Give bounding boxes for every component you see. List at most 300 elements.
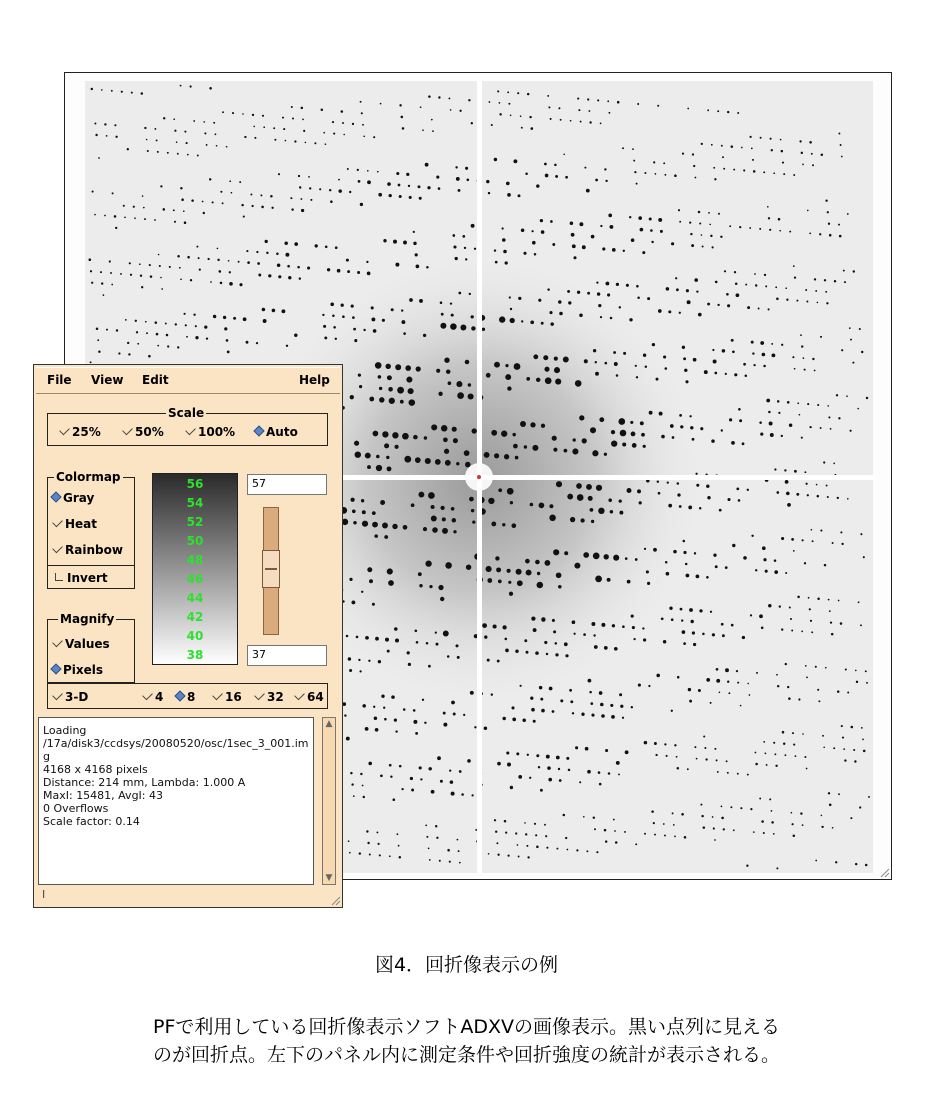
diffraction-spot (302, 119, 304, 121)
diffraction-spot (684, 369, 687, 372)
diffraction-spot (491, 521, 496, 526)
diffraction-spot (750, 808, 752, 810)
resize-grip-icon[interactable] (878, 866, 890, 878)
diffraction-spot (794, 276, 796, 278)
diffraction-spot (503, 250, 507, 254)
diffraction-spot (598, 771, 601, 774)
diffraction-spot (675, 277, 677, 279)
diffraction-spot (740, 807, 742, 809)
diamond-icon (174, 690, 185, 701)
diffraction-spot (125, 319, 127, 321)
diffraction-spot (781, 628, 783, 630)
diffraction-spot (610, 704, 613, 707)
diffraction-spot (389, 194, 392, 197)
diffraction-spot (605, 840, 607, 842)
diffraction-spot (846, 395, 848, 397)
diffraction-spot (491, 124, 493, 126)
diffraction-spot (553, 448, 557, 452)
diffraction-spot (536, 846, 539, 849)
diffraction-spot (222, 111, 224, 113)
diffraction-spot (672, 812, 674, 814)
diffraction-spot (766, 399, 770, 403)
diffraction-spot (452, 234, 455, 237)
diffraction-spot (552, 619, 555, 622)
range-slider[interactable] (263, 507, 279, 635)
diffraction-spot (811, 529, 813, 531)
invert-toggle[interactable]: Invert (54, 571, 108, 585)
diffraction-spot (555, 379, 561, 385)
diffraction-spot (533, 720, 536, 723)
diffraction-spot (650, 229, 653, 232)
diffraction-spot (749, 136, 751, 138)
diffraction-spot (750, 614, 752, 616)
diffraction-spot (663, 355, 666, 358)
diffraction-spot (418, 185, 421, 188)
diffraction-spot (785, 663, 787, 665)
diffraction-spot (262, 308, 266, 312)
diffraction-spot (342, 315, 345, 318)
diffraction-spot (598, 508, 604, 514)
diffraction-spot (363, 796, 365, 798)
diffraction-spot (821, 153, 824, 156)
diffraction-spot (840, 144, 842, 146)
diffraction-spot (723, 828, 725, 830)
diffraction-spot (325, 143, 327, 145)
diffraction-spot (747, 489, 749, 491)
diffraction-spot (375, 362, 382, 369)
diffraction-spot (755, 569, 757, 571)
diffraction-spot (714, 178, 716, 180)
diffraction-spot (395, 730, 397, 732)
diffraction-spot (794, 368, 796, 370)
diffraction-spot (349, 578, 352, 581)
diffraction-spot (640, 228, 644, 232)
diffraction-spot (502, 523, 505, 526)
diffraction-spot (811, 153, 813, 155)
diffraction-spot (462, 235, 465, 238)
diffraction-spot (436, 837, 438, 839)
diffraction-spot (610, 510, 614, 514)
diffraction-spot (732, 544, 735, 547)
diffraction-spot (583, 633, 586, 636)
diffraction-spot (419, 766, 422, 769)
diffraction-spot (424, 722, 426, 724)
diffraction-spot (791, 630, 793, 632)
diffraction-spot (738, 499, 741, 502)
diffraction-spot (835, 861, 837, 863)
diffraction-spot (775, 286, 777, 288)
diffraction-spot (399, 856, 402, 859)
diffraction-spot (781, 344, 783, 346)
resize-grip-icon[interactable] (329, 894, 341, 906)
diffraction-spot (502, 717, 505, 720)
diffraction-spot (369, 853, 371, 855)
diffraction-spot (358, 659, 360, 661)
diffraction-spot (676, 288, 679, 291)
diffraction-spot (765, 285, 767, 287)
diffraction-spot (233, 317, 236, 320)
check-icon (122, 425, 133, 436)
diffraction-spot (457, 392, 464, 399)
diffraction-spot (699, 507, 702, 510)
diffraction-spot (410, 777, 413, 780)
diffraction-spot (664, 743, 666, 745)
diffraction-spot (805, 483, 807, 485)
diffraction-spot (727, 304, 730, 307)
min-value-input[interactable]: 37 (247, 645, 327, 666)
diffraction-spot (115, 227, 117, 229)
diffraction-spot (657, 105, 659, 107)
diffraction-spot (362, 521, 368, 527)
diffraction-spot (566, 757, 569, 760)
diffraction-spot (604, 168, 606, 170)
diffraction-spot (770, 138, 772, 140)
diffraction-spot (701, 143, 703, 145)
diffraction-spot (786, 299, 788, 301)
diffraction-spot (815, 666, 817, 668)
diffraction-spot (679, 221, 681, 223)
diffraction-spot (809, 141, 812, 144)
diffraction-spot (451, 701, 455, 705)
diffraction-spot (526, 570, 532, 576)
diffraction-spot (504, 820, 507, 823)
diffraction-spot (359, 670, 361, 672)
diffraction-spot (743, 169, 745, 171)
diffraction-spot (497, 854, 499, 856)
diffraction-spot (706, 678, 710, 682)
diffraction-spot (356, 636, 359, 639)
diffraction-spot (535, 560, 540, 565)
diffraction-spot (387, 182, 391, 186)
diffraction-spot (518, 775, 522, 779)
colormap-rainbow[interactable]: Rainbow (51, 543, 123, 557)
scale-option-25[interactable]: 25% (58, 425, 101, 439)
diffraction-spot (532, 445, 538, 451)
diffraction-spot (828, 792, 830, 794)
diffraction-spot (459, 770, 462, 773)
diffraction-spot (270, 195, 273, 198)
diffraction-spot (124, 216, 126, 218)
diffraction-spot (693, 358, 697, 362)
diffraction-spot (369, 397, 374, 402)
diffraction-spot (701, 815, 703, 817)
magnify-pixels[interactable]: Pixels (51, 663, 103, 677)
diffraction-spot (587, 770, 591, 774)
menu-view[interactable]: View (91, 373, 124, 387)
diffraction-spot (734, 373, 737, 376)
diffraction-spot (484, 635, 487, 638)
diffraction-spot (408, 388, 414, 394)
diffraction-spot (367, 272, 371, 276)
diffraction-spot (467, 759, 471, 763)
diffraction-spot (348, 840, 350, 842)
diffraction-spot (449, 769, 451, 771)
diffraction-spot (677, 493, 680, 496)
diffraction-spot (451, 314, 454, 317)
diffraction-spot (776, 491, 779, 494)
diffraction-spot (413, 709, 416, 712)
diffraction-spot (91, 88, 93, 90)
diffraction-spot (160, 185, 162, 187)
diffraction-spot (656, 674, 660, 678)
diffraction-spot (686, 289, 689, 292)
diffraction-spot (143, 207, 145, 209)
diffraction-spot (616, 374, 619, 377)
diffraction-spot (322, 314, 324, 316)
diffraction-spot (420, 106, 422, 108)
diffraction-spot (530, 320, 534, 324)
diffraction-spot (863, 750, 866, 753)
diffraction-spot (737, 682, 739, 684)
diffraction-spot (591, 622, 595, 626)
diffraction-spot (127, 148, 129, 150)
diffraction-spot (112, 192, 114, 194)
scroll-down-icon[interactable]: ▼ (325, 873, 333, 883)
diffraction-spot (642, 627, 644, 629)
factor-16[interactable]: 16 (211, 690, 242, 704)
diffraction-spot (683, 540, 686, 543)
diffraction-spot (714, 839, 716, 841)
diffraction-spot (502, 625, 506, 629)
diffraction-spot (797, 596, 800, 599)
diffraction-spot (631, 238, 635, 242)
diffraction-spot (353, 328, 356, 331)
log-output[interactable] (38, 717, 314, 885)
diffraction-spot (636, 285, 639, 288)
diffraction-spot (389, 398, 395, 404)
diffraction-spot (422, 699, 424, 701)
diffraction-spot (402, 433, 409, 440)
diffraction-spot (792, 732, 794, 734)
diffraction-spot (777, 400, 780, 403)
diffraction-spot (812, 540, 814, 542)
diffraction-spot (681, 813, 684, 816)
diffraction-spot (847, 213, 849, 215)
log-scrollbar[interactable] (322, 717, 336, 885)
factor-8[interactable]: 8 (175, 690, 195, 704)
factor-32[interactable]: 32 (253, 690, 284, 704)
diffraction-spot (728, 692, 730, 694)
diffraction-spot (91, 282, 93, 284)
diffraction-spot (506, 569, 510, 573)
diffraction-spot (809, 233, 811, 235)
diffraction-spot (495, 556, 499, 560)
diffraction-spot (507, 386, 511, 390)
diffraction-spot (572, 620, 576, 624)
diffraction-spot (464, 450, 470, 456)
diffraction-spot (444, 449, 449, 454)
diffraction-spot (282, 117, 284, 119)
diffraction-spot (429, 585, 432, 588)
diffraction-spot (736, 293, 740, 297)
diffraction-spot (195, 325, 197, 327)
diffraction-spot (775, 765, 777, 767)
mode-3d[interactable]: 3-D (51, 690, 88, 704)
diffraction-spot (844, 281, 846, 283)
diffraction-spot (593, 634, 595, 636)
diffraction-spot (506, 182, 510, 186)
max-value-input[interactable]: 57 (247, 474, 327, 495)
diffraction-spot (787, 401, 790, 404)
diffraction-spot (167, 345, 169, 347)
diffraction-spot (758, 308, 760, 310)
diffraction-spot (820, 530, 822, 532)
menu-help[interactable]: Help (299, 373, 330, 387)
diffraction-spot (114, 215, 117, 218)
diffraction-spot (580, 121, 582, 123)
diffraction-spot (129, 262, 131, 264)
magnify-values[interactable]: Values (51, 637, 110, 651)
diffraction-spot (241, 204, 243, 206)
diffraction-spot (688, 506, 692, 510)
factor-64[interactable]: 64 (293, 690, 324, 704)
diffraction-spot (680, 608, 683, 611)
diffraction-spot (378, 843, 380, 845)
diffraction-spot (759, 614, 763, 618)
diffraction-spot (455, 166, 457, 168)
diffraction-spot (577, 98, 579, 100)
diffraction-spot (707, 496, 710, 499)
diffraction-spot (526, 651, 529, 654)
diffraction-spot (549, 515, 556, 522)
diffraction-spot (594, 645, 598, 649)
diffraction-spot (805, 289, 807, 291)
diffraction-spot (564, 449, 568, 453)
factor-4[interactable]: 4 (141, 690, 163, 704)
diffraction-spot (602, 247, 605, 250)
scale-option-100[interactable]: 100% (184, 425, 235, 439)
diffraction-spot (629, 318, 632, 321)
diffraction-spot (812, 358, 814, 360)
diffraction-spot (488, 853, 490, 855)
diffraction-spot (826, 302, 828, 304)
scale-option-50[interactable]: 50% (121, 425, 164, 439)
diffraction-spot (497, 762, 501, 766)
diffraction-spot (524, 639, 527, 642)
diffraction-spot (618, 773, 620, 775)
diffraction-spot (278, 275, 281, 278)
diffraction-spot (157, 345, 159, 347)
diffraction-spot (807, 210, 809, 212)
diffraction-spot (825, 200, 827, 202)
diffraction-spot (495, 831, 497, 833)
menu-file[interactable]: File (47, 373, 72, 387)
diffraction-spot (278, 173, 280, 175)
diffraction-spot (654, 742, 657, 745)
diffraction-spot (859, 328, 861, 330)
diffraction-spot (379, 397, 384, 402)
diffraction-spot (545, 174, 549, 178)
diffraction-spot (599, 417, 604, 422)
diffraction-spot (685, 380, 688, 383)
diffraction-spot (115, 136, 117, 138)
colormap-heat[interactable]: Heat (51, 517, 97, 531)
menu-edit[interactable]: Edit (142, 373, 169, 387)
diffraction-spot (440, 506, 444, 510)
diamond-icon (50, 663, 61, 674)
diffraction-spot (683, 551, 686, 554)
diffraction-spot (647, 297, 650, 300)
diffraction-spot (398, 845, 400, 847)
diffraction-spot (778, 218, 781, 221)
diffraction-spot (180, 278, 182, 280)
diffraction-spot (505, 374, 511, 380)
diffraction-spot (365, 453, 371, 459)
diffraction-spot (202, 201, 204, 203)
diffraction-spot (768, 217, 770, 219)
diffraction-spot (98, 350, 100, 352)
diffraction-spot (760, 341, 764, 345)
diffraction-spot (690, 233, 692, 235)
diffraction-spot (169, 266, 171, 268)
diffraction-spot (232, 112, 234, 114)
diffraction-spot (510, 114, 512, 116)
diffraction-spot (411, 503, 415, 507)
diffraction-spot (438, 585, 443, 590)
diffraction-spot (359, 852, 361, 854)
diffraction-spot (560, 119, 562, 121)
diffraction-spot (793, 834, 796, 837)
diffraction-spot (618, 418, 625, 425)
diffraction-spot (643, 638, 646, 641)
diffraction-spot (520, 115, 522, 117)
diffraction-spot (128, 353, 130, 355)
log-line: MaxI: 15481, AvgI: 43 (43, 789, 163, 802)
diffraction-spot (428, 95, 431, 98)
diffraction-spot (838, 224, 840, 226)
slider-thumb[interactable] (262, 550, 280, 588)
diffraction-spot (823, 747, 825, 749)
diffraction-spot (531, 127, 534, 130)
diffraction-spot (387, 568, 393, 574)
diffraction-spot (109, 260, 111, 262)
diffraction-spot (632, 148, 634, 150)
scale-option-auto[interactable]: Auto (254, 425, 298, 439)
diffraction-spot (619, 693, 622, 696)
diffraction-spot (154, 219, 156, 221)
diffraction-spot (193, 120, 195, 122)
diffraction-spot (263, 319, 267, 323)
colorbar-label: 56 (186, 477, 204, 491)
diffraction-spot (764, 274, 766, 276)
diffraction-spot (511, 706, 514, 709)
diffraction-spot (391, 308, 394, 311)
scroll-up-icon[interactable]: ▲ (325, 719, 333, 729)
diffraction-spot (679, 505, 682, 508)
diffraction-spot (505, 364, 508, 367)
diffraction-spot (631, 706, 633, 708)
colormap-gray[interactable]: Gray (51, 491, 94, 505)
diffraction-spot (710, 611, 712, 613)
diffraction-spot (174, 130, 176, 132)
diffraction-spot (731, 624, 734, 627)
diffraction-spot (549, 504, 553, 508)
diffraction-spot (254, 137, 256, 139)
diffraction-spot (712, 633, 715, 636)
diffraction-spot (718, 213, 720, 215)
diffraction-spot (198, 257, 200, 259)
diffraction-spot (525, 172, 528, 175)
diffraction-spot (727, 680, 729, 682)
diffraction-spot (404, 456, 411, 463)
diffraction-spot (381, 695, 384, 698)
diffraction-spot (862, 739, 864, 741)
diffraction-spot (301, 107, 304, 110)
diffraction-spot (111, 90, 113, 92)
diffraction-spot (290, 197, 292, 199)
diffraction-spot (144, 218, 146, 220)
diffraction-spot (658, 492, 661, 495)
